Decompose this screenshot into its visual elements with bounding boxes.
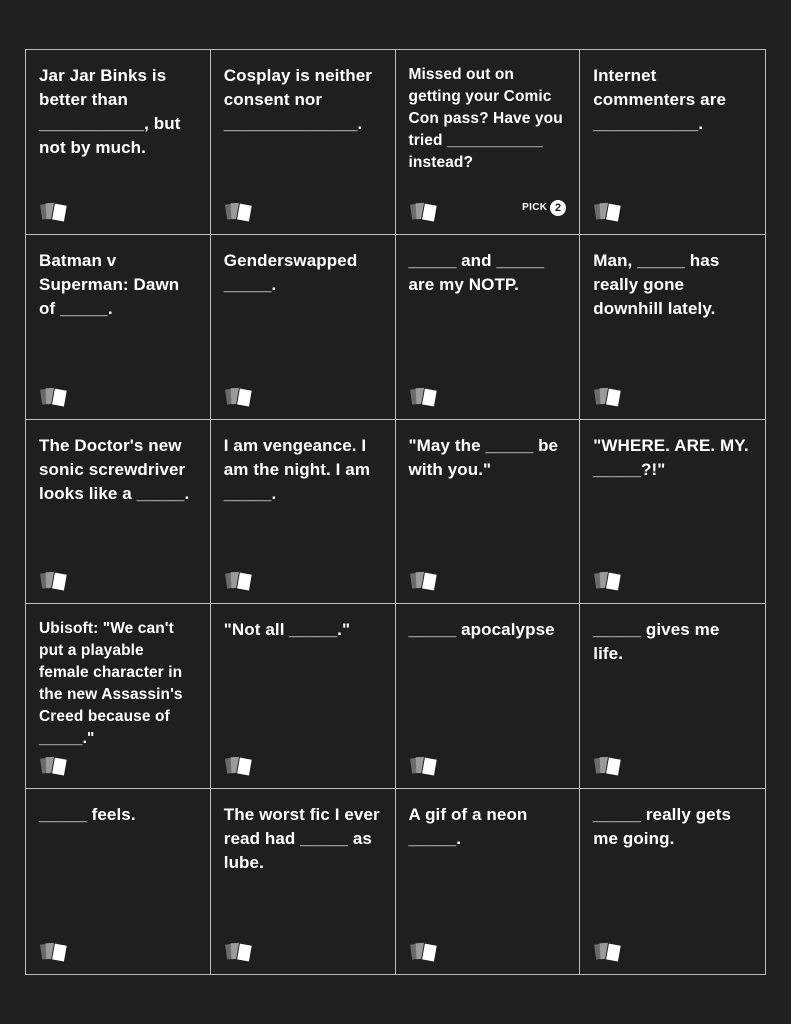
card-text: _____ and _____ are my NOTP. (408, 250, 550, 294)
card-sheet (25, 49, 766, 975)
card-text: Ubisoft: "We can't put a playable female character in the new Assassin's Creed because of _____." (39, 620, 188, 748)
card-text: Jar Jar Binks is better than ___________, but not by much. (39, 66, 186, 157)
card (26, 789, 211, 974)
cards-stack-icon (409, 385, 443, 409)
card (211, 420, 396, 605)
cards-stack-icon (224, 385, 258, 409)
cards-stack-icon (224, 200, 258, 224)
card (396, 420, 581, 605)
card (26, 604, 211, 789)
pick-label: PICK (522, 201, 548, 213)
cards-stack-icon (39, 200, 73, 224)
card-text: Missed out on getting your Comic Con pass? Have you tried ___________ instead? (408, 66, 568, 171)
card-text: "May the _____ be with you." (408, 435, 563, 479)
card (26, 50, 211, 235)
card-text: _____ apocalypse (408, 620, 555, 640)
cards-stack-icon (39, 569, 73, 593)
pick-badge (522, 197, 566, 219)
card-text: Batman v Superman: Dawn of _____. (39, 250, 185, 318)
cards-stack-icon (224, 569, 258, 593)
card-text: "WHERE. ARE. MY. _____?!" (593, 435, 754, 479)
cards-stack-icon (409, 200, 443, 224)
cards-stack-icon (593, 200, 627, 224)
card-text: The Doctor's new sonic screwdriver looks like a _____. (39, 435, 191, 503)
card-text: "Not all _____." (223, 620, 351, 640)
card-text: _____ feels. (39, 805, 136, 825)
cards-stack-icon (39, 754, 73, 778)
card-text: Genderswapped _____. (223, 250, 363, 294)
card (211, 789, 396, 974)
cards-stack-icon (593, 385, 627, 409)
cards-stack-icon (224, 754, 258, 778)
cards-stack-icon (593, 569, 627, 593)
card (211, 235, 396, 420)
cards-stack-icon (409, 754, 443, 778)
card-text: The worst fic I ever read had _____ as lube. (223, 805, 385, 873)
cards-stack-icon (39, 385, 73, 409)
card (211, 50, 396, 235)
cards-stack-icon (39, 940, 73, 964)
card (580, 789, 765, 974)
card (396, 789, 581, 974)
card-text: Cosplay is neither consent nor ______________. (223, 66, 377, 133)
pick-count: 2 (550, 200, 566, 216)
cards-stack-icon (409, 569, 443, 593)
cards-stack-icon (593, 754, 627, 778)
card (580, 604, 765, 789)
cards-stack-icon (409, 940, 443, 964)
card-text: I am vengeance. I am the night. I am _____. (223, 435, 375, 503)
card-text: _____ really gets me going. (593, 805, 736, 849)
card-text: A gif of a neon _____. (408, 805, 533, 849)
card (396, 604, 581, 789)
card (211, 604, 396, 789)
card-text: Man, _____ has really gone downhill lately. (593, 250, 725, 318)
card (580, 420, 765, 605)
card (580, 235, 765, 420)
card (396, 50, 581, 235)
cards-stack-icon (593, 940, 627, 964)
card (396, 235, 581, 420)
card-text: Internet commenters are ___________. (593, 66, 731, 133)
card (26, 235, 211, 420)
card-text: _____ gives me life. (593, 620, 725, 664)
cards-stack-icon (224, 940, 258, 964)
card (26, 420, 211, 605)
card (580, 50, 765, 235)
